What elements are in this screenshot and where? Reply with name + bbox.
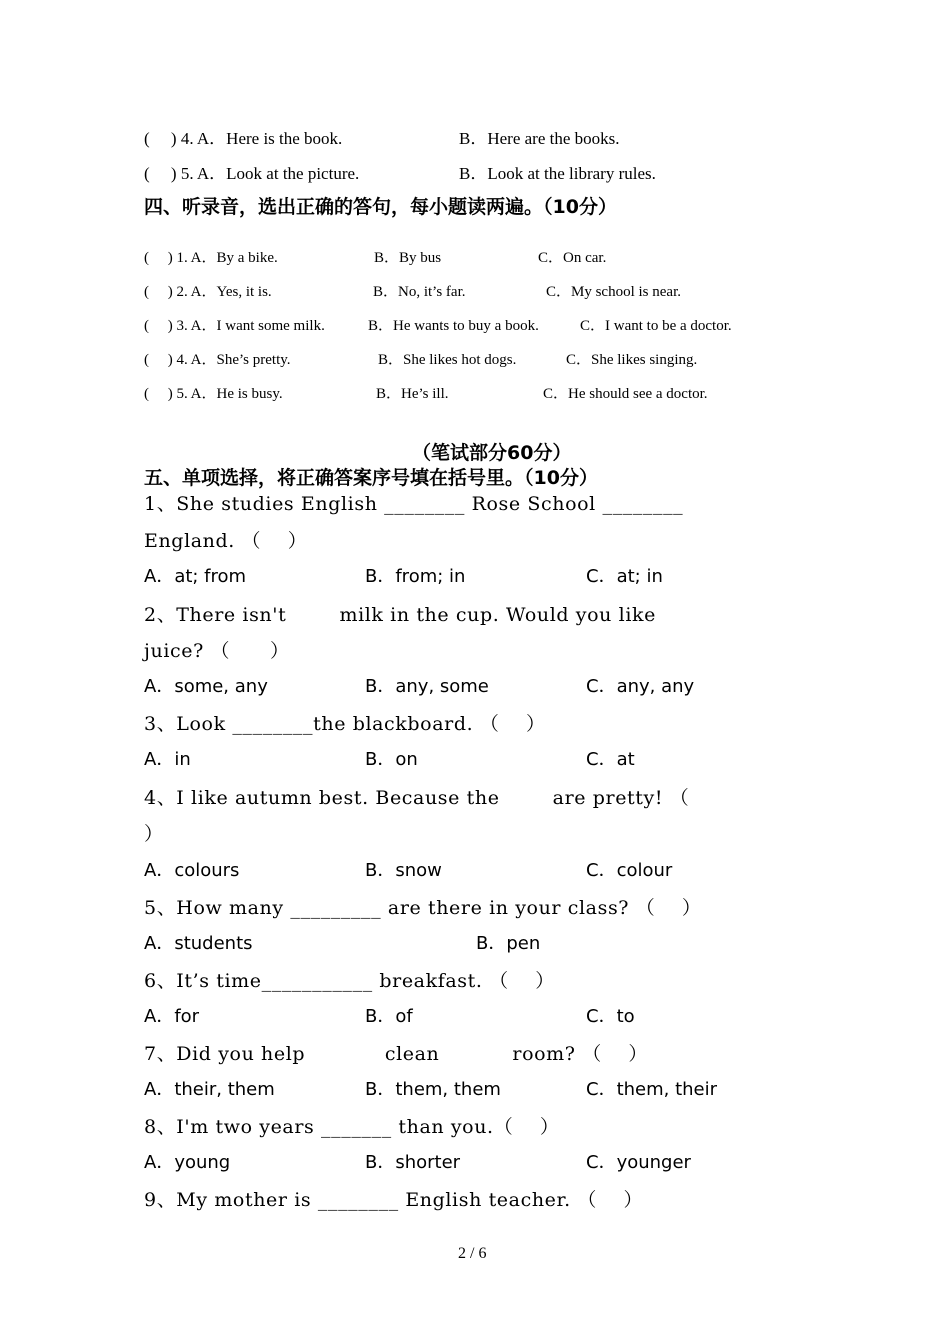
s4-q3-c: C．I want to be a doctor. [580, 318, 732, 334]
s5-q6-opt-c: C．to [586, 1006, 635, 1027]
s4-q3-a: ( ) 3. A．I want some milk. [144, 318, 325, 334]
s5-q4-line1: 4、I like autumn best. Because the are pretty! （ [144, 787, 690, 809]
s4-q4-a: ( ) 4. A．She’s pretty. [144, 352, 291, 368]
s5-q4-opt-a: A．colours [144, 860, 240, 881]
s5-q7-opt-c: C．them, their [586, 1079, 718, 1100]
q3-4-choice-a: ( ) 4. A．Here is the book. [144, 129, 343, 148]
s5-q4-opt-c: C．colour [586, 860, 673, 881]
s5-q3-line1: 3、Look ________the blackboard. （ ） [144, 713, 546, 735]
s5-q1-line1: 1、She studies English ________ Rose School ________ [144, 493, 684, 515]
s4-q1-c: C．On car. [538, 250, 607, 266]
s5-q5-opt-b: B．pen [476, 933, 541, 954]
s5-q1-line2: England. （ ） [144, 530, 308, 552]
s4-q2-a: ( ) 2. A．Yes, it is. [144, 284, 272, 300]
s4-q5-c: C．He should see a doctor. [543, 386, 708, 402]
s5-q5-opt-a: A．students [144, 933, 253, 954]
s5-q3-opt-c: C．at [586, 749, 635, 770]
s4-q4-b: B．She likes hot dogs. [378, 352, 517, 368]
written-part-title: （笔试部分60分） [412, 442, 572, 464]
s5-q4-line2: ） [144, 823, 164, 845]
s5-q3-opt-a: A．in [144, 749, 191, 770]
s5-q7-line1: 7、Did you help clean room? （ ） [144, 1043, 648, 1065]
s4-q2-c: C．My school is near. [546, 284, 681, 300]
section5-heading: 五、单项选择，将正确答案序号填在括号里。（10分） [144, 467, 598, 489]
s5-q6-opt-b: B．of [365, 1006, 413, 1027]
s4-q4-c: C．She likes singing. [566, 352, 698, 368]
s5-q1-opt-c: C．at; in [586, 566, 663, 587]
s4-q2-b: B．No, it’s far. [373, 284, 466, 300]
s5-q3-opt-b: B．on [365, 749, 418, 770]
s5-q2-line2: juice? （ ） [144, 640, 290, 662]
s5-q7-opt-a: A．their, them [144, 1079, 275, 1100]
s4-q1-b: B．By bus [374, 250, 442, 266]
s5-q2-opt-c: C．any, any [586, 676, 695, 697]
s5-q6-line1: 6、It’s time___________ breakfast. （ ） [144, 970, 555, 992]
section4-heading: 四、听录音，选出正确的答句，每小题读两遍。（10分） [144, 196, 617, 218]
s5-q2-line1: 2、There isn't milk in the cup. Would you like [144, 604, 656, 626]
s5-q5-line1: 5、How many _________ are there in your class? （ ） [144, 897, 702, 919]
s5-q6-opt-a: A．for [144, 1006, 200, 1027]
s4-q5-a: ( ) 5. A．He is busy. [144, 386, 283, 402]
s4-q5-b: B．He’s ill. [376, 386, 449, 402]
q3-4-choice-b: B．Here are the books. [459, 129, 620, 148]
q3-5-choice-b: B．Look at the library rules. [459, 164, 656, 183]
s5-q1-opt-b: B．from; in [365, 566, 466, 587]
s5-q8-opt-b: B．shorter [365, 1152, 461, 1173]
s5-q8-opt-c: C．younger [586, 1152, 691, 1173]
s5-q1-opt-a: A．at; from [144, 566, 247, 587]
s5-q8-opt-a: A．young [144, 1152, 231, 1173]
s5-q2-opt-a: A．some, any [144, 676, 268, 697]
q3-5-choice-a: ( ) 5. A．Look at the picture. [144, 164, 360, 183]
s5-q7-opt-b: B．them, them [365, 1079, 501, 1100]
page-number: 2 / 6 [458, 1245, 487, 1262]
s4-q3-b: B．He wants to buy a book. [368, 318, 539, 334]
s5-q4-opt-b: B．snow [365, 860, 442, 881]
s4-q1-a: ( ) 1. A．By a bike. [144, 250, 278, 266]
s5-q2-opt-b: B．any, some [365, 676, 489, 697]
s5-q8-line1: 8、I'm two years _______ than you.（ ） [144, 1116, 560, 1138]
s5-q9-line1: 9、My mother is ________ English teacher. （ ） [144, 1189, 644, 1211]
